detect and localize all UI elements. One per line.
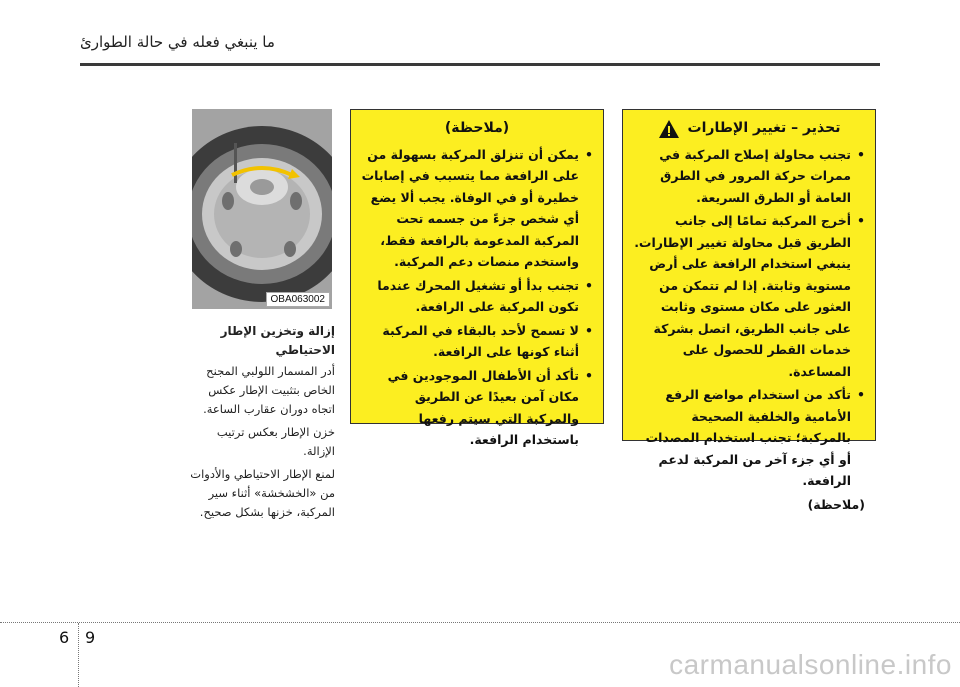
page-header-title: ما ينبغي فعله في حالة الطوارئ (80, 33, 275, 51)
notice-list (361, 144, 593, 451)
notice-item (361, 365, 593, 451)
spare-tire-illustration (192, 109, 332, 309)
tire-storage-paragraph-1: أدر المسمار اللولبي المجنح الخاص بتثبيت الإطار عكس اتجاه دوران عقارب الساعة. (203, 364, 335, 416)
notice-item (361, 275, 593, 318)
tire-storage-paragraph-2: خزن الإطار بعكس ترتيب الإزالة. (216, 425, 335, 458)
warning-item (633, 210, 865, 382)
warning-heading (633, 118, 865, 140)
notice-item-text: تجنب بدأ أو تشغيل المحرك عندما تكون المركبة على الرافعة. (377, 277, 579, 314)
notice-item-text: يمكن أن تنزلق المركبة بسهولة من على الرافعة مما يتسبب في إصابات خطيرة أو في الوفاة. يجب ألا يضع أي شخص جزءً من جسمه تحت المركبة المدعومة بالرافعة فقط، واستخدم منصات دعم المركبة. (361, 146, 579, 269)
bullet-icon: • (585, 322, 593, 338)
warning-item-text: تجنب محاولة إصلاح المركبة في ممرات حركة المرور في الطرق العامة أو الطرق السريعة. (659, 146, 851, 205)
bullet-icon: • (585, 146, 593, 162)
footer-divider (78, 623, 79, 687)
notice-title: (ملاحظة) (444, 120, 510, 136)
warning-item (633, 144, 865, 209)
header-rule (80, 63, 880, 66)
bullet-icon: • (857, 387, 865, 402)
warning-footer: (ملاحظة) (807, 496, 865, 512)
tire-storage-section (190, 322, 335, 526)
notice-item-text: لا تسمح لأحد بالبقاء في المركبة أثناء كونها على الرافعة. (382, 322, 579, 359)
bullet-icon: • (585, 367, 593, 383)
watermark: carmanualsonline.info (669, 649, 952, 680)
notice-item-text: تأكد أن الأطفال الموجودين في مكان آمن بعيدًا عن الطريق والمركبة التي سيتم رفعها باستخدام الرافعة. (387, 367, 579, 447)
tire-storage-paragraph-3: لمنع الإطار الاحتياطي والأدوات من «الخشخشة» أثناء سير المركبة، خزنها بشكل صحيح. (190, 467, 335, 519)
page-number: 9 (85, 628, 96, 647)
notice-box (350, 109, 604, 447)
warning-triangle-icon (658, 119, 680, 139)
warning-box (622, 109, 876, 512)
notice-item (361, 320, 593, 363)
warning-item-text: أخرج المركبة تمامًا إلى جانب الطريق قبل محاولة تغيير الإطارات. ينبغي استخدام الرافعة على أرض مستوية وثابتة. إذا لم تتمكن من العثور على مكان مستوى وثابت على جانب الطريق، اتصل بشركة خدمات القطر للحصول على المساعدة. (634, 213, 851, 379)
figure-code: OBA063002 (266, 292, 331, 307)
spare-tire-photo (192, 109, 332, 309)
warning-list (633, 144, 865, 492)
page-chapter: 6 (59, 628, 70, 647)
warning-item-text: تأكد من استخدام مواضع الرفع الأمامية والخلفية الصحيحة بالمركبة؛ تجنب استخدام المصدات أو أي جزء آخر من المركبة لدعم الرافعة. (645, 387, 851, 488)
warning-title: تحذير – تغيير الإطارات (687, 120, 841, 136)
warning-item (633, 384, 865, 492)
notice-item (361, 144, 593, 273)
footer-rule (0, 622, 960, 623)
bullet-icon: • (857, 146, 865, 162)
tire-storage-heading: إزالة وتخزين الإطار الاحتياطي (220, 324, 335, 357)
bullet-icon: • (857, 213, 865, 228)
bullet-icon: • (585, 277, 593, 293)
